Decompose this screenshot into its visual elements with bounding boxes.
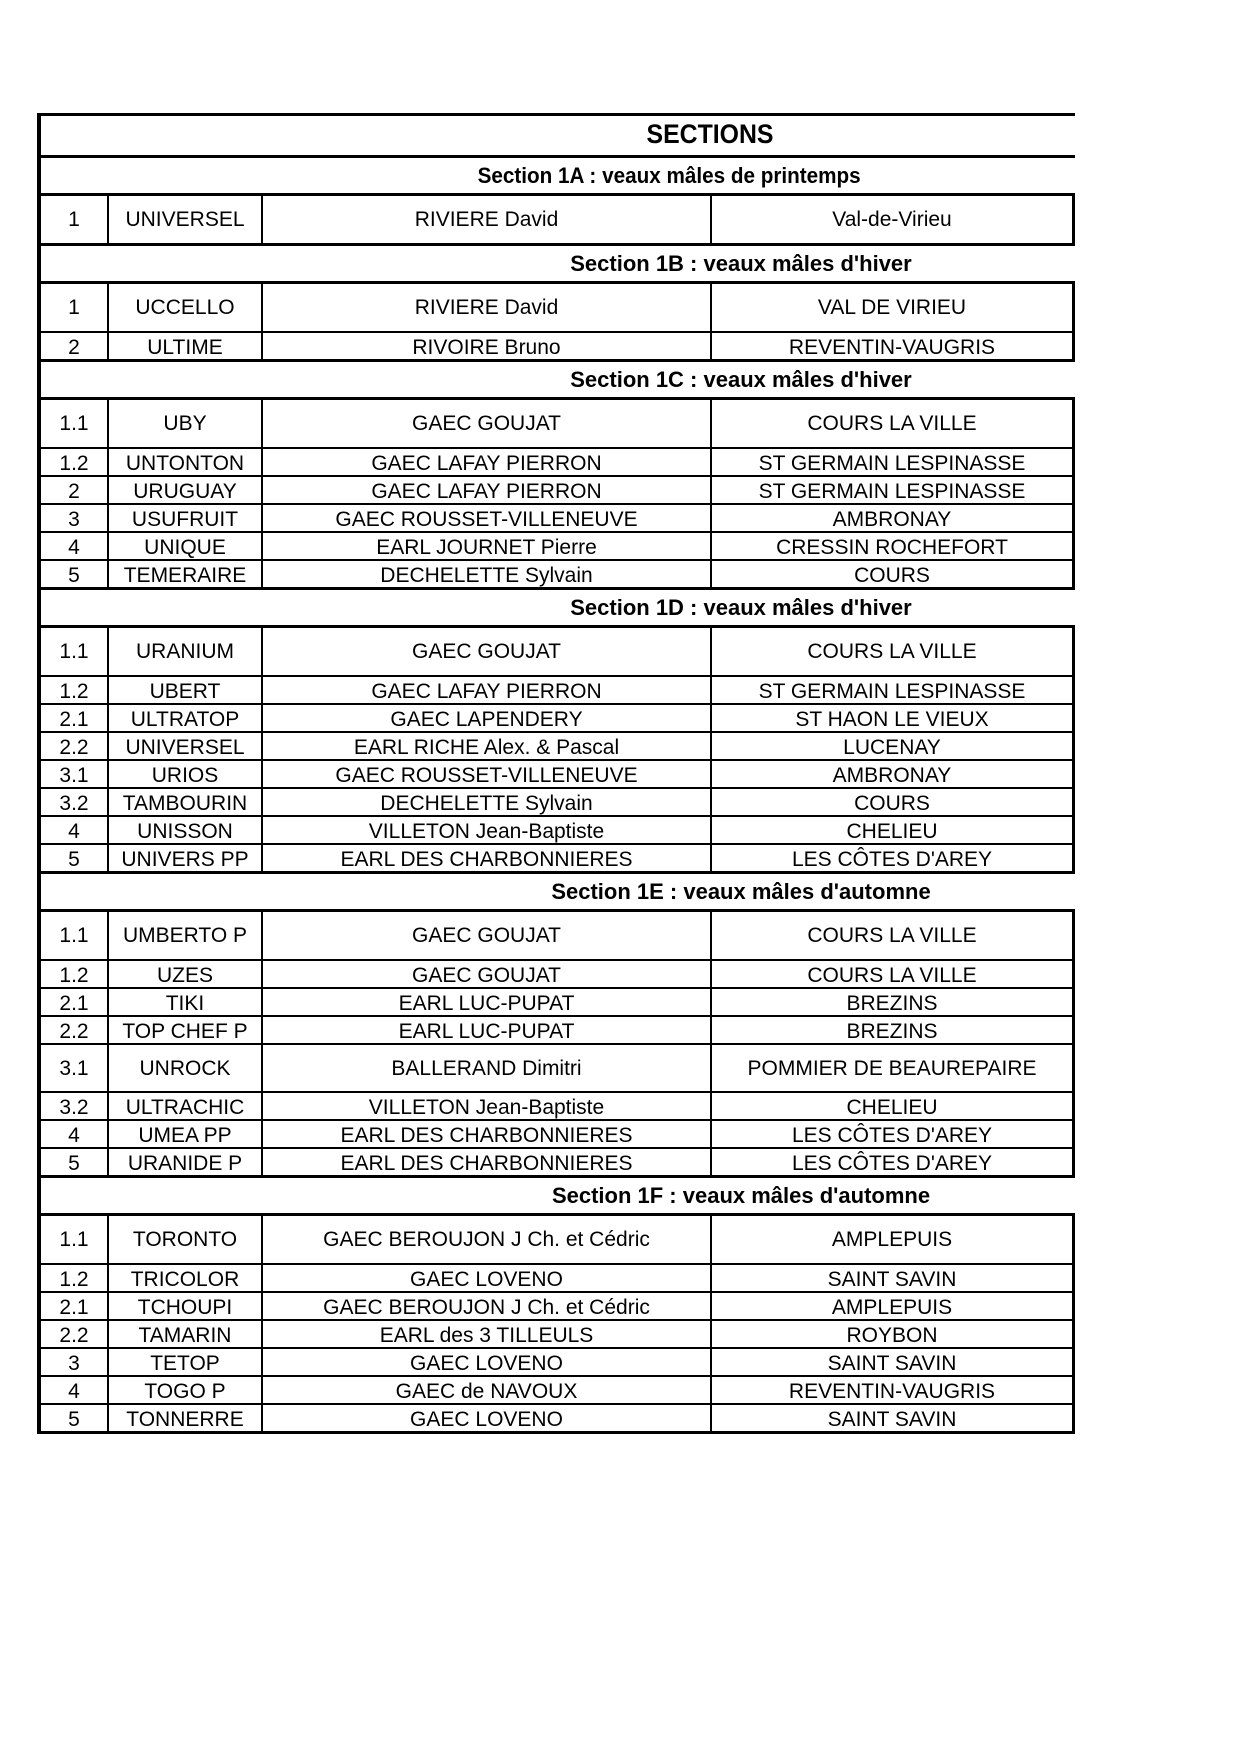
rank-cell: 5: [41, 561, 109, 587]
town-cell: SAINT SAVIN: [827, 1407, 957, 1431]
town-cell: Val-de-Virieu: [832, 208, 952, 231]
rank-cell: 3.1: [41, 1045, 109, 1091]
rank-cell: 1.2: [41, 1265, 109, 1291]
rank-cell: 1: [41, 196, 109, 243]
owner-cell: RIVOIRE Bruno: [263, 333, 712, 359]
table-row: [41, 400, 1072, 447]
table-row: [41, 1015, 1072, 1043]
owner-cell: GAEC LOVENO: [263, 1405, 712, 1431]
sections-table: [37, 113, 1075, 1431]
owner-cell: VILLETON Jean-Baptiste: [263, 817, 712, 843]
title-row: [37, 113, 1075, 155]
town-cell: ST GERMAIN LESPINASSE: [758, 479, 1026, 503]
animal-name-cell: URANIDE P: [109, 1149, 263, 1175]
owner-cell: RIVIERE David: [263, 284, 712, 331]
rank-cell: 3.2: [41, 1093, 109, 1119]
animal-name-cell: TOGO P: [109, 1377, 263, 1403]
town-cell: BREZINS: [846, 1019, 938, 1043]
town-cell: ST GERMAIN LESPINASSE: [758, 451, 1026, 475]
section-heading: Section 1C : veaux mâles d'hiver: [570, 367, 912, 392]
owner-cell: GAEC LOVENO: [263, 1349, 712, 1375]
table-row: [41, 703, 1072, 731]
animal-name-cell: UBY: [109, 400, 263, 447]
rank-cell: 2: [41, 477, 109, 503]
owner-cell: GAEC GOUJAT: [263, 912, 712, 959]
rank-cell: 2.1: [41, 705, 109, 731]
section-heading: Section 1D : veaux mâles d'hiver: [570, 595, 912, 620]
animal-name-cell: UNROCK: [109, 1045, 263, 1091]
town-cell: AMPLEPUIS: [831, 1228, 953, 1251]
animal-name-cell: TOP CHEF P: [109, 1017, 263, 1043]
rank-cell: 1.2: [41, 449, 109, 475]
town-cell: AMBRONAY: [832, 763, 952, 787]
town-cell: POMMIER DE BEAUREPAIRE: [747, 1056, 1037, 1080]
town-cell: COURS: [854, 563, 930, 587]
rank-cell: 5: [41, 1405, 109, 1431]
rank-cell: 2.1: [41, 989, 109, 1015]
town-cell: ST HAON LE VIEUX: [795, 707, 989, 731]
table-row: [41, 1263, 1072, 1291]
animal-name-cell: TORONTO: [109, 1216, 263, 1263]
animal-name-cell: ULTRACHIC: [109, 1093, 263, 1119]
town-cell: LES CÔTES D'AREY: [791, 1123, 993, 1147]
rank-cell: 2: [41, 333, 109, 359]
section-heading-row: [37, 587, 1075, 625]
rank-cell: 1.1: [41, 1216, 109, 1263]
owner-cell: EARL des 3 TILLEULS: [263, 1321, 712, 1347]
owner-cell: GAEC ROUSSET-VILLENEUVE: [263, 761, 712, 787]
animal-name-cell: UMEA PP: [109, 1121, 263, 1147]
section-heading: Section 1F : veaux mâles d'automne: [551, 1183, 931, 1208]
animal-name-cell: ULTRATOP: [109, 705, 263, 731]
rank-cell: 5: [41, 1149, 109, 1175]
animal-name-cell: TONNERRE: [109, 1405, 263, 1431]
animal-name-cell: UNISSON: [109, 817, 263, 843]
town-cell: LUCENAY: [843, 735, 941, 759]
table-row: [41, 531, 1072, 559]
owner-cell: GAEC GOUJAT: [263, 628, 712, 675]
town-cell: REVENTIN-VAUGRIS: [788, 1379, 996, 1403]
town-cell: LES CÔTES D'AREY: [791, 847, 993, 871]
owner-cell: GAEC GOUJAT: [263, 400, 712, 447]
table-row: [41, 1119, 1072, 1147]
town-cell: COURS LA VILLE: [807, 412, 977, 435]
owner-cell: DECHELETTE Sylvain: [263, 789, 712, 815]
town-cell: CHELIEU: [846, 1095, 938, 1119]
table-row: [41, 559, 1072, 587]
owner-cell: VILLETON Jean-Baptiste: [263, 1093, 712, 1119]
table-row: [41, 959, 1072, 987]
table-row: [41, 1147, 1072, 1175]
owner-cell: GAEC BEROUJON J Ch. et Cédric: [263, 1293, 712, 1319]
animal-name-cell: TAMARIN: [109, 1321, 263, 1347]
owner-cell: EARL JOURNET Pierre: [263, 533, 712, 559]
table-row: [41, 1347, 1072, 1375]
rank-cell: 1.1: [41, 912, 109, 959]
rank-cell: 3: [41, 1349, 109, 1375]
sections-container: [37, 155, 1075, 1434]
animal-name-cell: URUGUAY: [109, 477, 263, 503]
town-cell: AMBRONAY: [832, 507, 952, 531]
table-row: [41, 284, 1072, 331]
town-cell: SAINT SAVIN: [827, 1351, 957, 1375]
table-row: [41, 628, 1072, 675]
animal-name-cell: UNTONTON: [109, 449, 263, 475]
town-cell: COURS LA VILLE: [807, 924, 977, 947]
rank-cell: 5: [41, 845, 109, 871]
rank-cell: 1.2: [41, 677, 109, 703]
section-heading-row: [37, 871, 1075, 909]
animal-name-cell: UNIQUE: [109, 533, 263, 559]
town-cell: BREZINS: [846, 991, 938, 1015]
animal-name-cell: TAMBOURIN: [109, 789, 263, 815]
animal-name-cell: URANIUM: [109, 628, 263, 675]
rank-cell: 1.1: [41, 400, 109, 447]
animal-name-cell: UNIVERS PP: [109, 845, 263, 871]
owner-cell: BALLERAND Dimitri: [263, 1045, 712, 1091]
owner-cell: GAEC ROUSSET-VILLENEUVE: [263, 505, 712, 531]
rank-cell: 4: [41, 1121, 109, 1147]
town-cell: AMPLEPUIS: [831, 1295, 953, 1319]
table-row: [41, 1216, 1072, 1263]
rank-cell: 4: [41, 533, 109, 559]
town-cell: COURS: [854, 791, 930, 815]
section-entries: [37, 625, 1075, 874]
animal-name-cell: UZES: [109, 961, 263, 987]
town-cell: LES CÔTES D'AREY: [791, 1151, 993, 1175]
section-entries: [37, 397, 1075, 590]
animal-name-cell: TEMERAIRE: [109, 561, 263, 587]
animal-name-cell: ULTIME: [109, 333, 263, 359]
owner-cell: GAEC de NAVOUX: [263, 1377, 712, 1403]
animal-name-cell: USUFRUIT: [109, 505, 263, 531]
section-heading-row: [37, 359, 1075, 397]
table-row: [41, 843, 1072, 871]
animal-name-cell: UNIVERSEL: [109, 196, 263, 243]
owner-cell: EARL DES CHARBONNIERES: [263, 845, 712, 871]
table-row: [41, 1291, 1072, 1319]
animal-name-cell: TRICOLOR: [109, 1265, 263, 1291]
town-cell: REVENTIN-VAUGRIS: [788, 335, 996, 359]
town-cell: CRESSIN ROCHEFORT: [776, 535, 1008, 559]
owner-cell: EARL DES CHARBONNIERES: [263, 1149, 712, 1175]
table-row: [41, 196, 1072, 243]
table-row: [41, 1091, 1072, 1119]
owner-cell: GAEC LAPENDERY: [263, 705, 712, 731]
owner-cell: GAEC BEROUJON J Ch. et Cédric: [263, 1216, 712, 1263]
section-entries: [37, 281, 1075, 362]
table-row: [41, 731, 1072, 759]
town-cell: COURS LA VILLE: [807, 640, 977, 663]
section-heading: Section 1B : veaux mâles d'hiver: [570, 251, 912, 276]
table-row: [41, 1403, 1072, 1431]
owner-cell: GAEC GOUJAT: [263, 961, 712, 987]
section-entries: [37, 909, 1075, 1178]
rank-cell: 1.2: [41, 961, 109, 987]
animal-name-cell: UBERT: [109, 677, 263, 703]
town-cell: COURS LA VILLE: [807, 963, 977, 987]
table-row: [41, 1043, 1072, 1091]
rank-cell: 1.1: [41, 628, 109, 675]
owner-cell: EARL LUC-PUPAT: [263, 989, 712, 1015]
table-row: [41, 331, 1072, 359]
owner-cell: EARL DES CHARBONNIERES: [263, 1121, 712, 1147]
rank-cell: 2.2: [41, 733, 109, 759]
town-cell: SAINT SAVIN: [827, 1267, 957, 1291]
rank-cell: 4: [41, 817, 109, 843]
rank-cell: 2.2: [41, 1321, 109, 1347]
rank-cell: 2.2: [41, 1017, 109, 1043]
section-heading-row: [37, 155, 1075, 193]
rank-cell: 3.1: [41, 761, 109, 787]
town-cell: VAL DE VIRIEU: [817, 296, 967, 319]
section-heading-row: [37, 1175, 1075, 1213]
table-row: [41, 1319, 1072, 1347]
table-row: [41, 987, 1072, 1015]
animal-name-cell: TIKI: [109, 989, 263, 1015]
owner-cell: GAEC LAFAY PIERRON: [263, 449, 712, 475]
owner-cell: RIVIERE David: [263, 196, 712, 243]
town-cell: CHELIEU: [846, 819, 938, 843]
owner-cell: EARL RICHE Alex. & Pascal: [263, 733, 712, 759]
animal-name-cell: UMBERTO P: [109, 912, 263, 959]
owner-cell: GAEC LAFAY PIERRON: [263, 477, 712, 503]
town-cell: ROYBON: [846, 1323, 938, 1347]
rank-cell: 1: [41, 284, 109, 331]
owner-cell: DECHELETTE Sylvain: [263, 561, 712, 587]
table-row: [41, 787, 1072, 815]
section-entries: [37, 1213, 1075, 1434]
animal-name-cell: TETOP: [109, 1349, 263, 1375]
table-row: [41, 503, 1072, 531]
rank-cell: 2.1: [41, 1293, 109, 1319]
section-heading: Section 1A : veaux mâles de printemps: [477, 163, 861, 188]
table-row: [41, 447, 1072, 475]
rank-cell: 3: [41, 505, 109, 531]
table-row: [41, 475, 1072, 503]
table-row: [41, 759, 1072, 787]
town-cell: ST GERMAIN LESPINASSE: [758, 679, 1026, 703]
section-entries: [37, 193, 1075, 246]
animal-name-cell: TCHOUPI: [109, 1293, 263, 1319]
owner-cell: GAEC LOVENO: [263, 1265, 712, 1291]
animal-name-cell: UCCELLO: [109, 284, 263, 331]
section-heading: Section 1E : veaux mâles d'automne: [551, 879, 931, 904]
animal-name-cell: UNIVERSEL: [109, 733, 263, 759]
table-row: [41, 912, 1072, 959]
table-row: [41, 815, 1072, 843]
table-row: [41, 675, 1072, 703]
section-heading-row: [37, 243, 1075, 281]
animal-name-cell: URIOS: [109, 761, 263, 787]
owner-cell: EARL LUC-PUPAT: [263, 1017, 712, 1043]
page-title: SECTIONS: [646, 119, 774, 149]
rank-cell: 3.2: [41, 789, 109, 815]
owner-cell: GAEC LAFAY PIERRON: [263, 677, 712, 703]
rank-cell: 4: [41, 1377, 109, 1403]
table-row: [41, 1375, 1072, 1403]
